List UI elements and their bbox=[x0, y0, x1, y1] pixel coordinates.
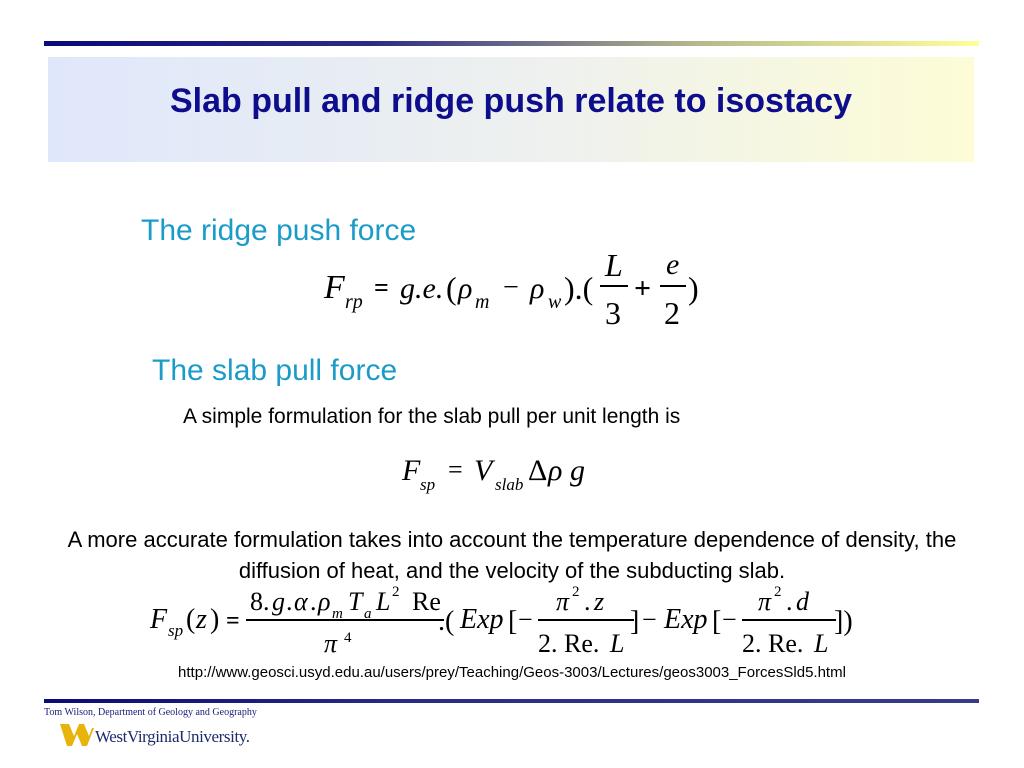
svg-text:α: α bbox=[294, 587, 308, 616]
svg-text:z: z bbox=[594, 587, 605, 616]
svg-text:rp: rp bbox=[345, 291, 363, 313]
slab-pull-heading: The slab pull force bbox=[152, 354, 398, 387]
svg-text:g: g bbox=[570, 454, 585, 487]
svg-text:=: = bbox=[374, 273, 389, 302]
svg-text:.: . bbox=[584, 587, 591, 616]
top-divider bbox=[44, 41, 979, 46]
svg-text:F: F bbox=[324, 269, 345, 306]
ridge-push-heading: The ridge push force bbox=[141, 214, 417, 247]
svg-text:): ) bbox=[688, 270, 699, 306]
svg-text:.(: .( bbox=[438, 606, 455, 637]
svg-text:2: 2 bbox=[572, 584, 580, 600]
svg-text:[: [ bbox=[508, 606, 518, 637]
svg-text:π: π bbox=[758, 587, 772, 616]
svg-text:slab: slab bbox=[495, 475, 524, 494]
svg-text:[: [ bbox=[712, 606, 722, 637]
svg-text:(: ( bbox=[446, 270, 457, 306]
svg-text:−: − bbox=[642, 605, 657, 634]
accurate-formulation-text: A more accurate formulation takes into account the temperature dependence of density, the diffusion of heat, and the velocity of the subducting slab. bbox=[67, 527, 957, 583]
bottom-divider bbox=[44, 699, 979, 703]
svg-text:ρ: ρ bbox=[548, 454, 563, 487]
svg-text:d: d bbox=[796, 587, 809, 616]
svg-text:).(: ).( bbox=[564, 270, 594, 306]
svg-text:π: π bbox=[556, 587, 570, 616]
svg-text:L: L bbox=[605, 247, 623, 283]
svg-text:m: m bbox=[332, 606, 343, 622]
svg-text:ρ: ρ bbox=[318, 587, 331, 616]
source-link[interactable]: http://www.geosci.usyd.edu.au/users/prey/Teaching/Geos-3003/Lectures/geos3003_ForcesSld5.html bbox=[178, 664, 846, 681]
svg-text:g: g bbox=[272, 587, 285, 616]
svg-text:−: − bbox=[518, 605, 533, 634]
svg-text:Exp: Exp bbox=[664, 604, 708, 635]
svg-text:m: m bbox=[475, 291, 490, 313]
wvu-logo-icon bbox=[60, 722, 94, 748]
svg-text:3: 3 bbox=[605, 295, 621, 331]
wvu-logo-text: WestVirginiaUniversity. bbox=[95, 727, 250, 746]
slab-pull-accurate-equation bbox=[146, 582, 866, 662]
svg-text:.: . bbox=[286, 587, 293, 616]
svg-text:L: L bbox=[610, 629, 625, 658]
svg-text:=: = bbox=[226, 608, 240, 634]
footer-credit: Tom Wilson, Department of Geology and Geography bbox=[44, 707, 257, 718]
svg-text:.: . bbox=[786, 587, 793, 616]
svg-text:g.e.: g.e. bbox=[400, 272, 444, 305]
svg-text:π: π bbox=[324, 629, 338, 658]
svg-text:Exp: Exp bbox=[460, 604, 504, 635]
svg-text:ρ: ρ bbox=[458, 272, 473, 305]
svg-text:L: L bbox=[814, 629, 829, 658]
slide-title: Slab pull and ridge push relate to isostacy bbox=[169, 82, 853, 120]
svg-text:+: + bbox=[634, 272, 652, 305]
svg-text:a: a bbox=[364, 606, 372, 622]
svg-text:sp: sp bbox=[168, 621, 184, 640]
svg-text:.: . bbox=[310, 587, 317, 616]
svg-text:(: ( bbox=[186, 604, 196, 635]
svg-text:L: L bbox=[376, 587, 391, 616]
svg-text:z: z bbox=[196, 604, 207, 635]
svg-text:F: F bbox=[150, 604, 168, 635]
svg-text:Re: Re bbox=[412, 587, 441, 616]
slab-pull-simple-equation bbox=[398, 448, 598, 498]
svg-text:2: 2 bbox=[774, 584, 782, 600]
svg-text:e: e bbox=[666, 248, 680, 281]
svg-text:−: − bbox=[722, 605, 737, 634]
svg-text:2: 2 bbox=[664, 295, 680, 331]
svg-text:): ) bbox=[210, 604, 220, 635]
ridge-push-equation bbox=[320, 246, 710, 332]
svg-text:=: = bbox=[448, 455, 463, 484]
svg-text:2. Re.: 2. Re. bbox=[538, 629, 600, 658]
svg-text:]: ] bbox=[630, 606, 640, 637]
svg-text:F: F bbox=[402, 454, 421, 487]
svg-text:2. Re.: 2. Re. bbox=[742, 629, 804, 658]
svg-text:2: 2 bbox=[392, 584, 400, 600]
svg-text:4: 4 bbox=[344, 630, 352, 646]
svg-text:V: V bbox=[474, 454, 493, 487]
svg-text:Δ: Δ bbox=[528, 454, 548, 487]
svg-text:ρ: ρ bbox=[530, 272, 545, 305]
svg-text:−: − bbox=[503, 272, 519, 303]
svg-text:w: w bbox=[548, 291, 562, 313]
svg-text:T: T bbox=[348, 587, 363, 616]
simple-formulation-text: A simple formulation for the slab pull per unit length is bbox=[183, 405, 681, 428]
svg-text:]): ]) bbox=[834, 606, 853, 637]
svg-text:sp: sp bbox=[420, 475, 436, 494]
svg-text:8.: 8. bbox=[250, 587, 270, 616]
